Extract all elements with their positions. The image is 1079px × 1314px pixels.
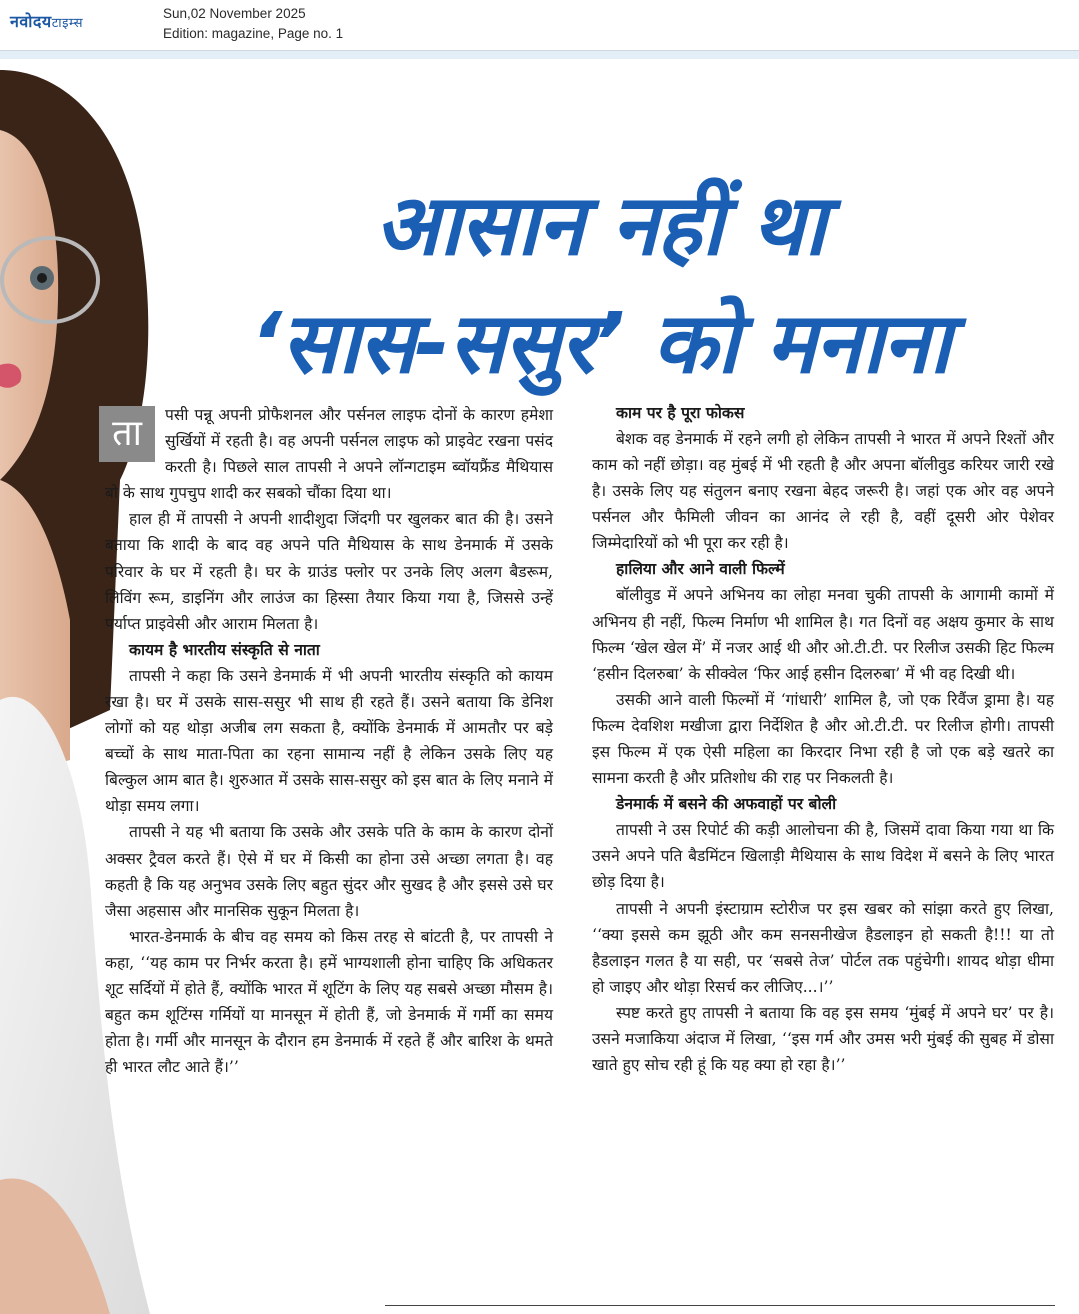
drop-cap: ता (99, 406, 155, 462)
newspaper-logo[interactable] (10, 10, 83, 32)
paragraph: तापसी ने यह भी बताया कि उसके और उसके पति के काम के कारण दोनों अक्सर ट्रैवल करते हैं। ऐसे में घर में किसी का होना उसे अच्छा लगता है। वह कहती है कि यह अनुभव उसके लिए बहुत सुंदर और सुखद है और इससे उसे घर जैसा अहसास और मानसिक सुकून मिलता है। (105, 823, 553, 920)
edition-date: Sun,02 November 2025 (163, 6, 306, 21)
paragraph: स्पष्ट करते हुए तापसी ने बताया कि वह इस समय ‘मुंबई में अपने घर’ पर है। उसने मजाकिया अंदाज में लिखा, ‘‘इस गर्म और उमस भरी मुंबई की सुबह में डोसा खाते हुए सोच रही हूं कि यह क्या हो रहा है।’’ (592, 1003, 1054, 1075)
paragraph: हाल ही में तापसी ने अपनी शादीशुदा जिंदगी पर खुलकर बात की है। उसने बताया कि शादी के बाद वह अपने पति मैथियास के साथ डेनमार्क में उसके परिवार के घर में रहती है। घर के ग्राउंड फ्लोर पर उनके लिए अलग बैडरूम, लिविंग रूम, डाइनिंग और लाउंज का हिस्सा तैयार किया गया है, जिससे उन्हें पर्याप्त प्राइवेसी और आराम मिलता है। (105, 510, 553, 633)
edition-info (163, 4, 343, 44)
headline-line-1: आसान नहीं था (375, 176, 825, 275)
paragraph (105, 402, 553, 506)
bottom-rule (385, 1305, 1055, 1306)
paragraph: उसकी आने वाली फिल्मों में ‘गांधारी’ शामिल है, जो एक रिवैंज ड्रामा है। यह फिल्म देवशिश मखीजा द्वारा निर्देशित है और ओ.टी.टी. पर रिलीज होगी। तापसी इस फिल्म में एक ऐसी महिला का किरदार निभा रही है जो एक बड़े खतरे का सामना करती है और प्रतिशोध की राह पर निकलती है। (592, 690, 1054, 788)
edition-page: Edition: magazine, Page no. 1 (163, 26, 344, 41)
subheading: काम पर है पूरा फोकस (616, 404, 745, 422)
article-column-right (592, 400, 1054, 1078)
paragraph-text: पसी पन्नू अपनी प्रोफैशनल और पर्सनल लाइफ दोनों के कारण हमेशा सुर्खियों में रहती है। वह अपनी पर्सनल लाइफ को प्राइवेट रखना पसंद करती है। पिछले साल तापसी ने अपने लॉन्गटाइम ब्वॉयफ्रैंड मैथियास बो के साथ गुपचुप शादी कर सबको चौंका दिया था। (105, 406, 553, 503)
paragraph: बॉलीवुड में अपने अभिनय का लोहा मनवा चुकी तापसी के आगामी कामों में अभिनय ही नहीं, फिल्म निर्माण भी शामिल है। गत दिनों वह अक्षय कुमार के साथ फिल्म ‘खेल खेल में’ में नजर आई थी और ओ.टी.टी. पर रिलीज उसकी हिट फिल्म ‘हसीन दिलरुबा’ के सीक्वेल ‘फिर आई हसीन दिलरुबा’ में भी वह दिखी थी। (592, 586, 1054, 683)
subheading: डेनमार्क में बसने की अफवाहों पर बोली (616, 795, 837, 814)
page-header (0, 0, 1079, 51)
paragraph: बेशक वह डेनमार्क में रहने लगी हो लेकिन तापसी ने भारत में अपने रिश्तों और काम को नहीं छोड़ा। वह मुंबई में भी रहती है और अपना बॉलीवुड करियर जारी रखे है। उसके लिए यह संतुलन बनाए रखना बेहद जरूरी है। जहां एक ओर वह अपने पर्सनल और फैमिली जीवन का आनंद ले रही है, वहीं दूसरी ओर पेशेवर जिम्मेदारियों को भी पूरा कर रही है। (592, 430, 1054, 553)
logo-main: नवोदय (10, 12, 52, 31)
paragraph: तापसी ने अपनी इंस्टाग्राम स्टोरीज पर इस खबर को सांझा करते हुए लिखा, ‘‘क्या इससे कम झूठी और कम सनसनीखेज हैडलाइन हो सकती है!!! या तो हैडलाइन गलत है या सही, पर ‘सबसे तेज’ पोर्टल तक पहुंचेगी। शायद थोड़ा धीमा हो जाइए और थोड़ा रिसर्च कर लीजिए...।’’ (592, 899, 1054, 996)
subheading: हालिया और आने वाली फिल्में (616, 560, 785, 579)
article-headline (130, 166, 1070, 402)
subheading: कायम है भारतीय संस्कृति से नाता (129, 640, 320, 659)
paragraph: भारत-डेनमार्क के बीच वह समय को किस तरह से बांटती है, पर तापसी ने कहा, ‘‘यह काम पर निर्भर करता है। हमें भाग्यशाली होना चाहिए कि अधिकतर शूट सर्दियों में होते हैं, क्योंकि भारत में शूटिंग के लिए यह सबसे अच्छा मौसम है। बहुत कम शूटिंग्स गर्मियों या मानसून में होती हैं, जो डेनमार्क में गर्मी का समय होता है। गर्मी और मानसून के दौरान हम डेनमार्क में रहते हैं और बारिश के थमते ही भारत लौट आते हैं।’’ (105, 927, 553, 1077)
header-divider (0, 51, 1079, 59)
paragraph: तापसी ने उस रिपोर्ट की कड़ी आलोचना की है, जिसमें दावा किया गया था कि उसने अपने पति बैडमिंटन खिलाड़ी मैथियास के साथ विदेश में बसने के लिए भारत छोड़ दिया है। (592, 821, 1054, 892)
logo-sub: टाइम्स (51, 16, 84, 31)
article-column-left (105, 402, 553, 1080)
paragraph: तापसी ने कहा कि उसने डेनमार्क में भी अपनी भारतीय संस्कृति को कायम रखा है। घर में उसके सास-ससुर भी साथ ही रहते हैं। उसने बताया कि डेनिश लोगों को यह थोड़ा अजीब लग सकता है, क्योंकि डेनमार्क में आमतौर पर बड़े बच्चों के साथ माता-पिता का रहना सामान्य नहीं है लेकिन उसके लिए यह बिल्कुल आम बात है। शुरुआत में उसके सास-ससुर को इस बात के लिए मनाने में थोड़ा समय लगा। (105, 666, 553, 816)
headline-line-2: ‘सास-ससुर’ को मनाना (250, 294, 950, 393)
